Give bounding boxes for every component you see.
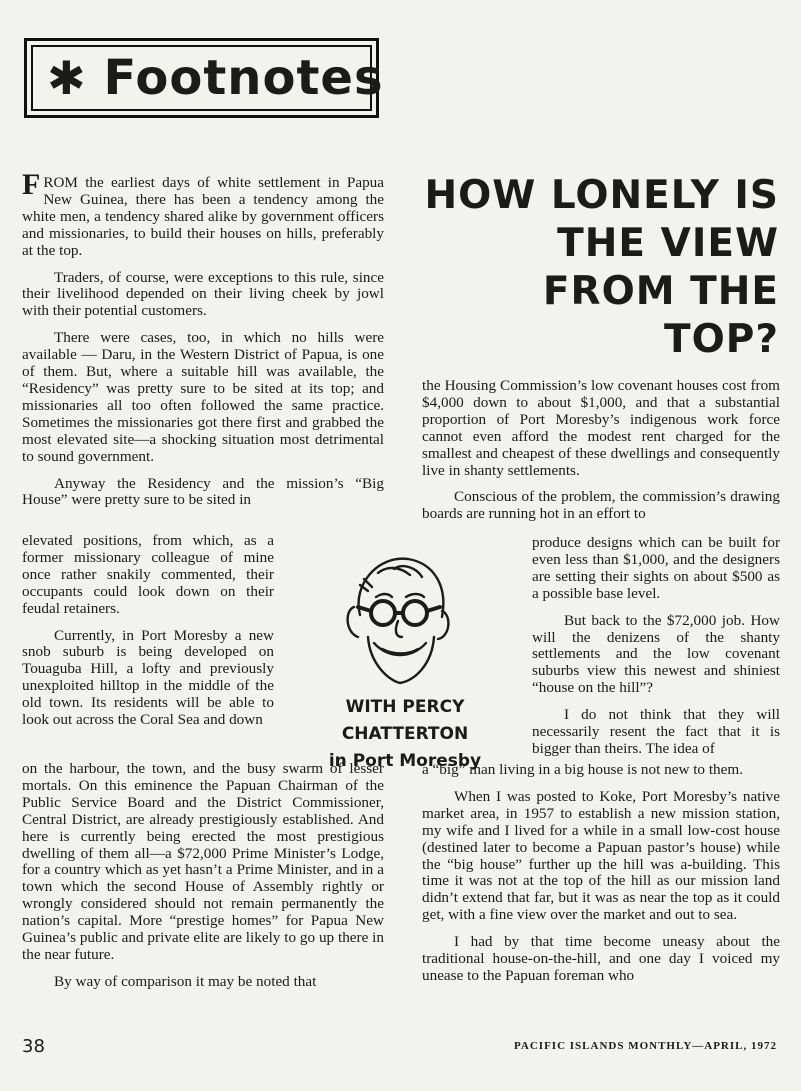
publication-footer: PACIFIC ISLANDS MONTHLY—APRIL, 1972 [514,1040,777,1052]
paragraph-b4a: I do not think that they will necessarily resent the fact that it is bigger than theirs. The idea of [532,706,780,757]
headline-line-2: THE VIEW [557,221,779,266]
column-a-narrow [22,533,274,739]
headline-line-1: HOW LONELY IS [424,173,779,218]
paragraph-b4b: a “big” man living in a big house is not new to them. [422,761,743,778]
paragraph-b2a: Conscious of the problem, the commission’s drawing boards are running hot in an effort to [422,488,780,523]
cartoon-portrait-icon [338,545,458,695]
column-a-bottom [22,761,384,1001]
paragraph-b6: I had by that time become uneasy about the traditional house-on-the-hill, and one day I voiced my unease to the Papuan foreman who [422,933,780,984]
paragraph-5b: on the harbour, the town, and the busy swarm of lesser mortals. On this eminence the Papuan Chairman of the Public Service Board and the District Commissioner, Central District, are already prestigiously established. And here is currently being erected the most prestigious dwelling of them all—a $72,000 Prime Minister’s Lodge, for a country which as yet hasn’t a Prime Minister, and in a town which the second House of Assembly rightly or wrongly considered should not remain permanently the nation’s capital. More “prestige homes” for Papua New Guinea’s public and private elite are likely to go up there in the near future. [22,760,384,963]
asterisk-icon: ✱ [47,51,86,105]
page-number: 38 [22,1036,45,1057]
paragraph-6: By way of comparison it may be noted that [54,972,317,990]
masthead-box [24,38,384,118]
paragraph-b5: When I was posted to Koke, Port Moresby’s native market area, in 1957 to establish a new mission station, my wife and I lived for a while in a small low-cost house (destined later to become a Papuan pastor’s house) while the “big house” further up the hill was a-building. This time it was not at the top of the hill as our mission land didn’t extend that far, but it was as near the top as it could get, with a fine view over the market and out to sea. [422,787,780,924]
paragraph-b1: the Housing Commission’s low covenant houses cost from $4,000 down to about $1,000, and that a substantial proportion of Port Moresby’s indigenous work force cannot even afford the modest rent charged for the smallest and cheapest of these dwellings and consequently live in shanty settlements. [422,377,780,479]
paragraph-2: Traders, of course, were exceptions to this rule, since their livelihood depended on their living cheek by jowl with their potential customers. [22,268,384,320]
paragraph-b3: But back to the $72,000 job. How will the denizens of the shanty settlements and the low covenant suburbs view this newest and shiniest “house on the hill”? [532,611,780,697]
column-b-top [422,378,780,533]
paragraph-1 [22,168,384,260]
masthead-inner-border [31,45,384,111]
column-a-top [22,168,384,519]
section-title: Footnotes [103,50,384,106]
column-b-narrow [532,535,780,768]
paragraph-4a: Anyway the Residency and the mission’s “Big House” were pretty sure to be sited in [22,474,384,509]
paragraph-1-text: ROM the earliest days of white settlement in Papua New Guinea, there has been a tendency among the white men, a tendency shared alike by government officers and missionaries, to build their houses on hills, preferably at the top. [22,174,384,259]
paragraph-5a: Currently, in Port Moresby a new snob suburb is being developed on Touaguba Hill, a lofty and previously unexploited hilltop in the middle of the old town. Its residents will be able to look out across the Coral Sea and down [22,626,274,729]
column-b-bottom [422,762,780,995]
article-headline [419,172,779,364]
paragraph-b2b: produce designs which can be built for even less than $1,000, and the designers are setting their sights on about $500 as a possible base level. [532,534,780,602]
paragraph-4b: elevated positions, from which, as a former missionary colleague of mine once rather snakily commented, their occupants could look down on their feudal retainers. [22,532,274,617]
byline-location: in Port Moresby [328,751,482,771]
byline-author: WITH PERCY CHATTERTON [341,697,469,744]
drop-cap: F [22,168,41,201]
paragraph-3: There were cases, too, in which no hills were available — Daru, in the Western District of Papua, is one of them. But, where a suitable hill was available, the “Residency” was pretty sure to be sited at its top; and missionaries all too often followed the same practice. Sometimes the missionaries got there first and grabbed the most elevated site—a shocking situation most detrimental to sound government. [22,329,384,465]
headline-line-3: FROM THE TOP? [542,269,779,362]
